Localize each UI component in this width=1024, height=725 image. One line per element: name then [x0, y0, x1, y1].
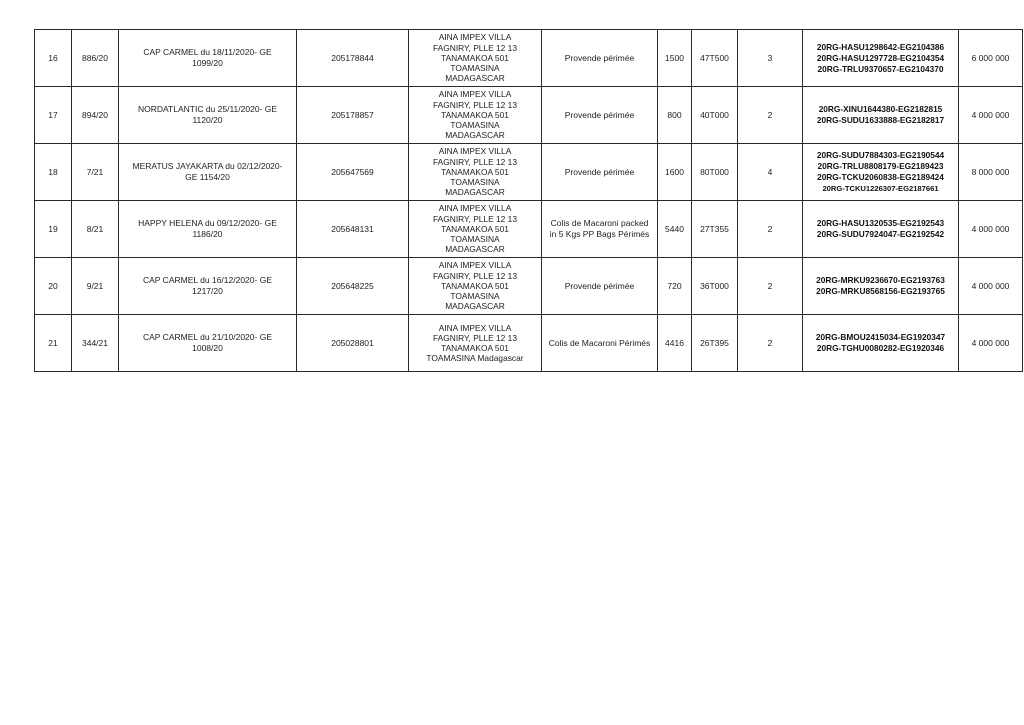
reference-number: 8/21 [72, 201, 119, 258]
vessel-cell-line: GE 1154/20 [185, 172, 230, 182]
container-list-line: 20RG-SUDU7884303-EG2190544 [816, 150, 945, 160]
container-list-line: 20RG-TRLU9370657-EG2104370 [817, 63, 944, 74]
consignee-address-line: MADAGASCAR [445, 244, 505, 255]
goods-description-line: Provende périmée [564, 280, 635, 291]
quantity: 1500 [658, 30, 692, 87]
weight: 40T000 [692, 87, 738, 144]
consignee-address-line: AINA IMPEX VILLA [438, 203, 512, 214]
consignee-address-line: TOAMASINA [450, 234, 500, 245]
consignee-address-line: FAGNIRY, PLLE 12 13 [433, 332, 517, 343]
consignee-address-line: AINA IMPEX VILLA [438, 32, 512, 43]
container-list [803, 144, 959, 201]
container-count: 3 [738, 30, 803, 87]
consignee-address-line: TANAMAKOA 501 [441, 109, 509, 120]
table-row [35, 144, 1023, 201]
vessel-cell-line: HAPPY HELENA du 09/12/2020- GE [138, 218, 277, 228]
consignee-address-line: TANAMAKOA 501 [441, 223, 509, 234]
container-list-line: 20RG-TCKU2060838-EG2189424 [817, 172, 944, 182]
consignee-address [409, 144, 542, 201]
vessel-cell-line: CAP CARMEL du 18/11/2020- GE [143, 47, 272, 57]
container-list-line: 20RG-XINU1644380-EG2182815 [818, 104, 943, 114]
container-list-line: 20RG-TCKU1226307-EG2187661 [822, 184, 939, 193]
consignee-address-line: TOAMASINA [450, 291, 500, 302]
container-list [803, 315, 959, 372]
vessel-cell-line: 1217/20 [192, 286, 223, 296]
consignee-address-line: MADAGASCAR [445, 187, 505, 198]
goods-description [542, 87, 658, 144]
consignee-address-line: TOAMASINA [450, 177, 500, 188]
reference-number: 886/20 [72, 30, 119, 87]
weight: 26T395 [692, 315, 738, 372]
container-list [803, 87, 959, 144]
weight: 80T000 [692, 144, 738, 201]
row-number: 19 [35, 201, 72, 258]
container-list [803, 30, 959, 87]
consignee-address [409, 258, 542, 315]
container-list-line: 20RG-MRKU9236670-EG2193763 [816, 275, 945, 285]
table-row [35, 258, 1023, 315]
vessel-cell [119, 30, 297, 87]
goods-description [542, 144, 658, 201]
container-list-line: 20RG-HASU1297728-EG2104354 [816, 52, 945, 63]
weight: 27T355 [692, 201, 738, 258]
row-number: 16 [35, 30, 72, 87]
container-list [803, 258, 959, 315]
vessel-cell-line: CAP CARMEL du 21/10/2020- GE [143, 332, 272, 342]
declaration-id: 205178844 [297, 30, 409, 87]
vessel-cell-line: 1120/20 [192, 115, 223, 125]
container-count: 2 [738, 87, 803, 144]
table-row [35, 87, 1023, 144]
goods-description-line: Provende périmée [564, 52, 635, 63]
container-list-line: 20RG-SUDU1633888-EG2182817 [816, 115, 945, 125]
consignee-address-line: AINA IMPEX VILLA [438, 322, 512, 333]
vessel-cell-line: CAP CARMEL du 16/12/2020- GE [143, 275, 272, 285]
consignee-address-line: TANAMAKOA 501 [441, 280, 509, 291]
consignee-address-line: MADAGASCAR [445, 73, 505, 84]
consignee-address-line: TANAMAKOA 501 [441, 52, 509, 63]
consignee-address-line: AINA IMPEX VILLA [438, 146, 512, 157]
vessel-cell-line: 1008/20 [192, 343, 223, 353]
row-number: 20 [35, 258, 72, 315]
weight: 47T500 [692, 30, 738, 87]
consignee-address-line: AINA IMPEX VILLA [438, 260, 512, 271]
vessel-cell-line: NORDATLANTIC du 25/11/2020- GE [137, 104, 278, 114]
amount: 4 000 000 [959, 258, 1023, 315]
container-list-line: 20RG-TGHU0080282-EG1920346 [816, 343, 945, 353]
weight: 36T000 [692, 258, 738, 315]
vessel-cell [119, 258, 297, 315]
reference-number: 894/20 [72, 87, 119, 144]
goods-description [542, 201, 658, 258]
consignee-address-line: TOAMASINA [450, 63, 500, 74]
consignee-address-line: AINA IMPEX VILLA [438, 89, 512, 100]
declaration-id: 205028801 [297, 315, 409, 372]
goods-description [542, 315, 658, 372]
quantity: 1600 [658, 144, 692, 201]
reference-number: 9/21 [72, 258, 119, 315]
declaration-id: 205648131 [297, 201, 409, 258]
container-count: 4 [738, 144, 803, 201]
consignee-address-line: TOAMASINA Madagascar [426, 353, 524, 364]
table-row [35, 30, 1023, 87]
consignee-address [409, 201, 542, 258]
reference-number: 7/21 [72, 144, 119, 201]
container-count: 2 [738, 201, 803, 258]
vessel-cell-line: MERATUS JAYAKARTA du 02/12/2020- [132, 161, 283, 171]
container-list-line: 20RG-HASU1320535-EG2192543 [816, 218, 945, 228]
quantity: 720 [658, 258, 692, 315]
amount: 4 000 000 [959, 315, 1023, 372]
vessel-cell [119, 144, 297, 201]
goods-description-line: Colis de Macaroni packed [550, 218, 649, 228]
container-list [803, 201, 959, 258]
amount: 8 000 000 [959, 144, 1023, 201]
quantity: 800 [658, 87, 692, 144]
table-body [35, 30, 1023, 372]
container-count: 2 [738, 258, 803, 315]
goods-description-line: in 5 Kgs PP Bags Périmés [549, 229, 650, 239]
quantity: 4416 [658, 315, 692, 372]
row-number: 21 [35, 315, 72, 372]
quantity: 5440 [658, 201, 692, 258]
declaration-id: 205178857 [297, 87, 409, 144]
vessel-cell [119, 315, 297, 372]
consignee-address-line: FAGNIRY, PLLE 12 13 [433, 99, 517, 110]
container-list-line: 20RG-SUDU7924047-EG2192542 [816, 229, 945, 239]
consignee-address-line: TANAMAKOA 501 [441, 343, 509, 353]
vessel-cell [119, 87, 297, 144]
goods-description-line: Colis de Macaroni Périmés [548, 337, 651, 348]
consignee-address-line: FAGNIRY, PLLE 12 13 [433, 156, 517, 167]
goods-description-line: Provende périmée [564, 109, 635, 120]
vessel-cell-line: 1186/20 [192, 229, 223, 239]
goods-description-line: Provende périmée [564, 166, 635, 177]
declaration-id: 205648225 [297, 258, 409, 315]
consignee-address [409, 87, 542, 144]
amount: 4 000 000 [959, 87, 1023, 144]
declaration-id: 205647569 [297, 144, 409, 201]
consignee-address-line: TANAMAKOA 501 [441, 166, 509, 177]
container-count: 2 [738, 315, 803, 372]
goods-description [542, 30, 658, 87]
container-list-line: 20RG-BMOU2415034-EG1920347 [815, 332, 946, 342]
amount: 6 000 000 [959, 30, 1023, 87]
consignee-address-line: MADAGASCAR [445, 130, 505, 141]
consignee-address [409, 30, 542, 87]
consignee-address-line: FAGNIRY, PLLE 12 13 [433, 270, 517, 281]
row-number: 18 [35, 144, 72, 201]
goods-description [542, 258, 658, 315]
table-row [35, 315, 1023, 372]
consignee-address-line: FAGNIRY, PLLE 12 13 [433, 213, 517, 224]
container-list-line: 20RG-MRKU8568156-EG2193765 [816, 286, 945, 296]
vessel-cell [119, 201, 297, 258]
shipment-table [34, 29, 1023, 372]
consignee-address [409, 315, 542, 372]
consignee-address-line: TOAMASINA [450, 120, 500, 131]
amount: 4 000 000 [959, 201, 1023, 258]
container-list-line: 20RG-HASU1298642-EG2104386 [816, 41, 945, 52]
consignee-address-line: FAGNIRY, PLLE 12 13 [433, 42, 517, 53]
consignee-address-line: MADAGASCAR [445, 301, 505, 312]
container-list-line: 20RG-TRLU8808179-EG2189423 [817, 161, 944, 171]
vessel-cell-line: 1099/20 [192, 58, 223, 68]
table-row [35, 201, 1023, 258]
reference-number: 344/21 [72, 315, 119, 372]
row-number: 17 [35, 87, 72, 144]
